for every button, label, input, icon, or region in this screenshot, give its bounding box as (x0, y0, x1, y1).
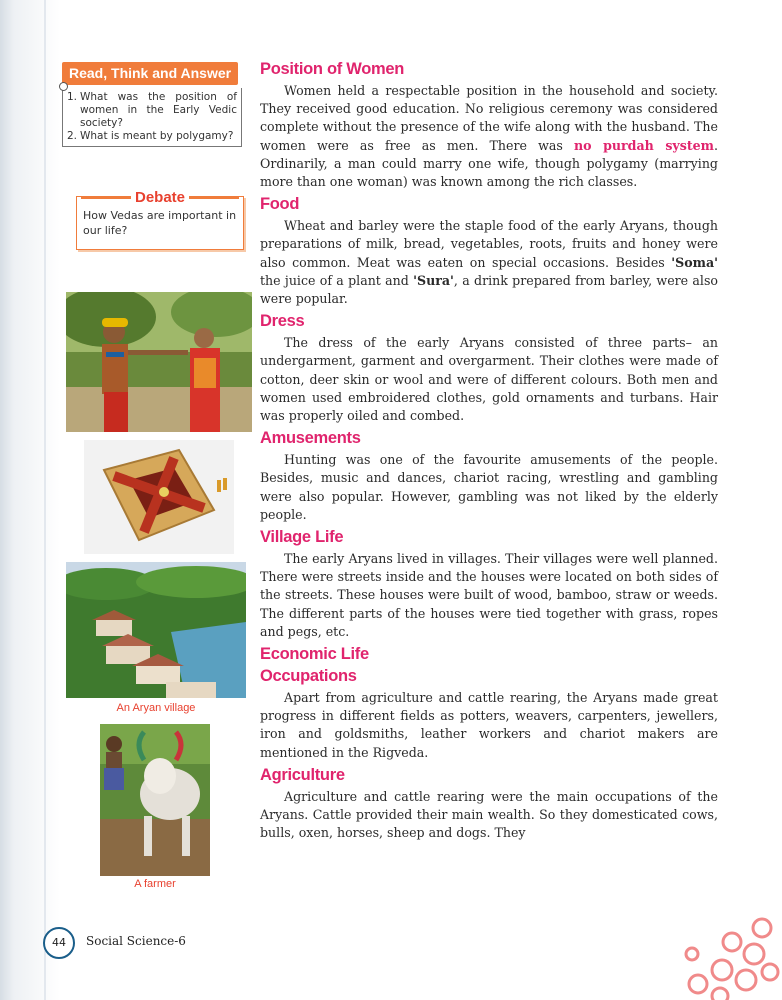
paragraph-village-life: The early Aryans lived in villages. Their villages were well planned. There were streets inside and the houses were located on both sides of the streets. These houses were built of wood, bamboo, straw or weeds. The different parts of the houses were tied together with grass, ropes and pegs, etc. (260, 551, 718, 639)
question-list (62, 88, 242, 147)
food-text-part-3: , a drink prepared from barley, were also were popular. (260, 272, 718, 307)
women-text-part-2: . Ordinarily, a man could marry one wife, though polygamy (marrying more than one woman) was known among the rich classes. (260, 137, 719, 190)
main-content (260, 58, 718, 843)
farmer-caption: A farmer (134, 878, 176, 890)
aryan-couple-image (66, 292, 252, 432)
paragraph-position-of-women (260, 82, 718, 191)
paragraph-amusements: Hunting was one of the favourite amusements of the people. Besides, music and dances, chariot racing, wrestling and gambling were also popular. However, gambling was not liked by the elderly people. (260, 452, 718, 522)
question-number: 1. (67, 91, 78, 103)
debate-question: How Vedas are important in our life? (83, 209, 237, 237)
heading-economic-life: Economic Life (260, 645, 369, 664)
debate-box (76, 189, 244, 250)
question-item (67, 91, 237, 130)
no-purdah-highlight: no purdah system (574, 137, 714, 153)
heading-village-life: Village Life (260, 528, 344, 547)
food-text-part-2: the juice of a plant and (260, 272, 414, 288)
heading-position-of-women: Position of Women (260, 60, 405, 78)
question-text: What was the position of women in the Early Vedic society? (80, 91, 237, 129)
heading-dress: Dress (260, 312, 305, 331)
paragraph-food (260, 217, 718, 308)
soma-term: 'Soma' (671, 254, 718, 270)
debate-title-wrap (77, 187, 243, 206)
read-think-answer-box (62, 62, 242, 147)
page-number: 44 (43, 927, 75, 959)
heading-agriculture: Agriculture (260, 765, 345, 784)
paragraph-agriculture: Agriculture and cattle rearing were the main occupations of the Aryans. Cattle provided their main wealth. So they domesticated cows, bulls, oxen, horses, sheep and dogs. They (260, 788, 718, 841)
sura-term: 'Sura' (413, 272, 454, 288)
debate-title: Debate (131, 189, 189, 206)
heading-amusements: Amusements (260, 429, 361, 448)
paragraph-dress: The dress of the early Aryans consisted of three parts– an undergarment, garment and overgarment. Their clothes were made of cotton, deer skin or wool and were of different colours. Both men and women used embroidered clothes, gold ornaments and turbans. Hair was properly oiled and combed. (260, 335, 718, 424)
book-title: Social Science-6 (86, 934, 186, 948)
question-number: 2. (67, 130, 78, 142)
question-item (67, 130, 237, 143)
board-game-image (84, 440, 234, 554)
farmer-image (100, 724, 210, 876)
food-text-part-1: Wheat and barley were the staple food of the early Aryans, though preparations of milk, bread, vegetables, roots, fruits and honey were also common. Meat was eaten on special occasions. Besides (260, 218, 718, 270)
page-margin-strip (0, 0, 62, 1000)
decorative-circles-icon (662, 914, 782, 1000)
paragraph-occupations: Apart from agriculture and cattle rearing, the Aryans made great progress in different fields as potters, weavers, carpenters, jewellers, iron and goldsmiths, leather workers and chariot makers are mentioned in the Rigveda. (260, 690, 718, 760)
aryan-village-image (66, 562, 246, 698)
question-text: What is meant by polygamy? (80, 130, 234, 142)
read-think-answer-title: Read, Think and Answer (62, 62, 238, 85)
women-text-part-1: Women held a respectable position in the household and society. They received good education. No religious ceremony was considered complete without the presence of the wife along with the husband. The women were as free as men. There was (260, 83, 718, 153)
village-caption: An Aryan village (116, 702, 196, 714)
heading-food: Food (260, 195, 300, 214)
heading-occupations: Occupations (260, 667, 357, 686)
